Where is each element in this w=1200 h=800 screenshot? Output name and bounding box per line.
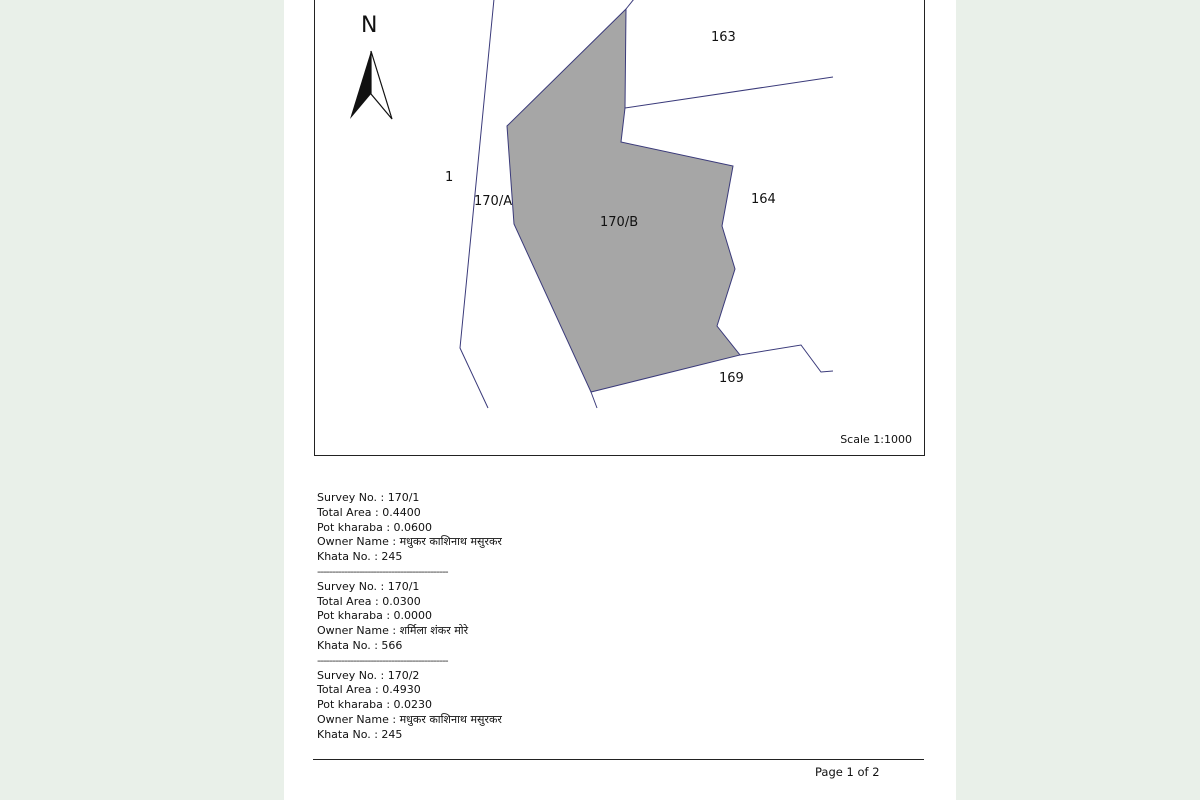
parcel-label-170b: 170/B [600,215,639,230]
footer-divider [313,759,924,760]
record [317,669,502,743]
separator: -------------------------------------------- [317,653,448,667]
khata-number: Khata No. : 245 [317,727,403,741]
parcel-label-170a: 170/A [474,194,513,209]
boundary-line [626,0,634,9]
boundary-line [591,392,597,408]
owner-name: Owner Name : शर्मिला शंकर मोरे [317,624,469,638]
parcel-label-163: 163 [711,30,736,45]
survey-number: Survey No. : 170/2 [317,668,420,682]
separator: -------------------------------------------- [317,564,448,578]
boundary-line [740,345,833,372]
record [317,491,502,565]
map-frame [314,0,925,456]
parcel-label-169: 169 [719,371,744,386]
total-area: Total Area : 0.0300 [317,594,421,608]
parcel-label-164: 164 [751,192,776,207]
parcel-170-b [507,9,740,392]
total-area: Total Area : 0.4400 [317,505,421,519]
north-label: N [361,13,378,38]
pot-kharaba: Pot kharaba : 0.0230 [317,698,433,712]
map-scale: Scale 1:1000 [840,433,912,446]
pot-kharaba: Pot kharaba : 0.0000 [317,609,433,623]
owner-name: Owner Name : मधुकर काशिनाथ मसुरकर [317,535,502,549]
khata-number: Khata No. : 245 [317,550,403,564]
total-area: Total Area : 0.4930 [317,683,421,697]
record [317,580,502,654]
survey-records [317,491,502,743]
north-arrow-icon [350,51,392,119]
boundary-line [625,77,833,108]
parcel-label-1: 1 [445,170,454,185]
pot-kharaba: Pot kharaba : 0.0600 [317,520,433,534]
khata-number: Khata No. : 566 [317,638,403,652]
survey-number: Survey No. : 170/1 [317,491,420,504]
page-number: Page 1 of 2 [815,765,880,779]
owner-name: Owner Name : मधुकर काशिनाथ मसुरकर [317,712,502,726]
survey-number: Survey No. : 170/1 [317,579,420,593]
